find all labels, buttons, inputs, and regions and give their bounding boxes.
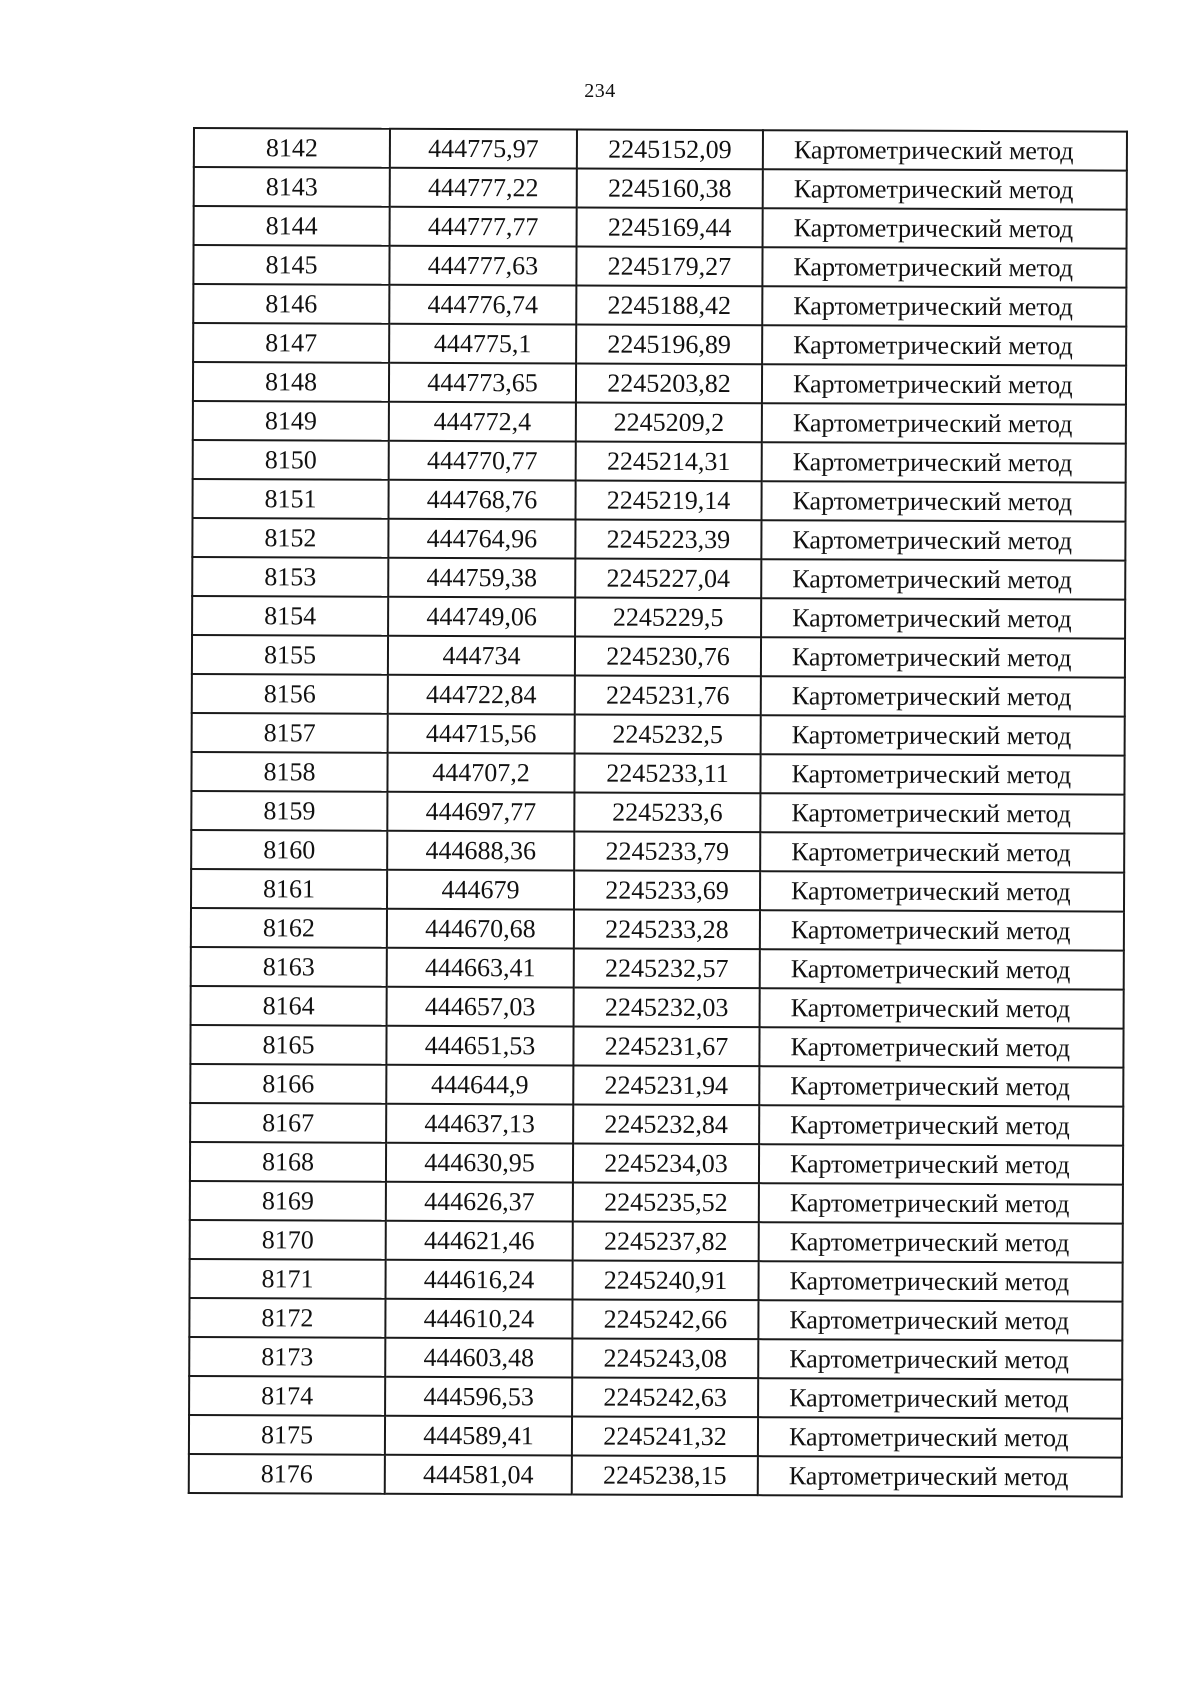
table-row <box>194 206 1127 249</box>
y-coordinate-cell: 2245227,04 <box>575 558 761 598</box>
y-coordinate-cell: 2245214,31 <box>576 441 762 481</box>
y-coordinate-cell: 2245241,32 <box>572 1416 758 1456</box>
x-coordinate-cell: 444770,77 <box>389 441 576 481</box>
point-number-cell: 8164 <box>191 986 387 1026</box>
point-number-cell: 8157 <box>192 713 388 753</box>
x-coordinate-cell: 444644,9 <box>386 1065 573 1105</box>
method-cell: Картометрический метод <box>758 1261 1122 1301</box>
table-row <box>192 479 1125 522</box>
method-cell: Картометрический метод <box>763 208 1127 248</box>
method-cell: Картометрический метод <box>760 871 1124 911</box>
y-coordinate-cell: 2245231,67 <box>573 1026 759 1066</box>
point-number-cell: 8163 <box>191 947 387 987</box>
y-coordinate-cell: 2245242,66 <box>572 1299 758 1339</box>
x-coordinate-cell: 444697,77 <box>387 792 574 832</box>
table-row <box>192 713 1125 756</box>
y-coordinate-cell: 2245233,69 <box>574 870 760 910</box>
method-cell: Картометрический метод <box>758 1378 1122 1418</box>
table-row <box>193 401 1126 444</box>
point-number-cell: 8160 <box>191 830 387 870</box>
x-coordinate-cell: 444707,2 <box>387 753 574 793</box>
point-number-cell: 8156 <box>192 674 388 714</box>
x-coordinate-cell: 444626,37 <box>386 1182 573 1222</box>
point-number-cell: 8167 <box>190 1103 386 1143</box>
y-coordinate-cell: 2245203,82 <box>576 363 762 403</box>
point-number-cell: 8158 <box>191 752 387 792</box>
table-row <box>193 440 1126 483</box>
point-number-cell: 8173 <box>189 1337 385 1377</box>
x-coordinate-cell: 444581,04 <box>385 1455 572 1495</box>
method-cell: Картометрический метод <box>759 1105 1123 1145</box>
point-number-cell: 8162 <box>191 908 387 948</box>
x-coordinate-cell: 444663,41 <box>387 948 574 988</box>
method-cell: Картометрический метод <box>758 1300 1122 1340</box>
table-row <box>189 1337 1122 1380</box>
y-coordinate-cell: 2245232,84 <box>573 1104 759 1144</box>
x-coordinate-cell: 444621,46 <box>386 1221 573 1261</box>
point-number-cell: 8151 <box>192 479 388 519</box>
method-cell: Картометрический метод <box>762 286 1126 326</box>
x-coordinate-cell: 444775,1 <box>389 324 576 364</box>
point-number-cell: 8176 <box>189 1454 385 1494</box>
method-cell: Картометрический метод <box>762 403 1126 443</box>
table-row <box>193 323 1126 366</box>
method-cell: Картометрический метод <box>758 1339 1122 1379</box>
point-number-cell: 8145 <box>193 245 389 285</box>
x-coordinate-cell: 444764,96 <box>388 519 575 559</box>
method-cell: Картометрический метод <box>759 1066 1123 1106</box>
table-row <box>189 1376 1122 1419</box>
table-row <box>190 1259 1123 1302</box>
point-number-cell: 8147 <box>193 323 389 363</box>
method-cell: Картометрический метод <box>761 715 1125 755</box>
method-cell: Картометрический метод <box>763 130 1127 170</box>
x-coordinate-cell: 444637,13 <box>386 1104 573 1144</box>
method-cell: Картометрический метод <box>759 1183 1123 1223</box>
point-number-cell: 8175 <box>189 1415 385 1455</box>
x-coordinate-cell: 444734 <box>388 636 575 676</box>
x-coordinate-cell: 444777,77 <box>390 207 577 247</box>
table-row <box>190 1142 1123 1185</box>
point-number-cell: 8161 <box>191 869 387 909</box>
point-number-cell: 8143 <box>194 167 390 207</box>
method-cell: Картометрический метод <box>762 247 1126 287</box>
x-coordinate-cell: 444775,97 <box>390 129 577 169</box>
method-cell: Картометрический метод <box>759 1222 1123 1262</box>
x-coordinate-cell: 444630,95 <box>386 1143 573 1183</box>
y-coordinate-cell: 2245209,2 <box>576 402 762 442</box>
x-coordinate-cell: 444651,53 <box>386 1026 573 1066</box>
method-cell: Картометрический метод <box>759 1027 1123 1067</box>
y-coordinate-cell: 2245233,28 <box>574 909 760 949</box>
y-coordinate-cell: 2245234,03 <box>573 1143 759 1183</box>
x-coordinate-cell: 444679 <box>387 870 574 910</box>
point-number-cell: 8155 <box>192 635 388 675</box>
point-number-cell: 8149 <box>193 401 389 441</box>
point-number-cell: 8169 <box>190 1181 386 1221</box>
table-row <box>191 986 1124 1029</box>
table-row <box>190 1064 1123 1107</box>
method-cell: Картометрический метод <box>760 832 1124 872</box>
method-cell: Картометрический метод <box>762 364 1126 404</box>
method-cell: Картометрический метод <box>761 676 1125 716</box>
method-cell: Картометрический метод <box>762 442 1126 482</box>
table-row <box>191 869 1124 912</box>
point-number-cell: 8142 <box>194 128 390 168</box>
table-row <box>191 947 1124 990</box>
point-number-cell: 8165 <box>190 1025 386 1065</box>
table-row <box>191 752 1124 795</box>
x-coordinate-cell: 444772,4 <box>389 402 576 442</box>
point-number-cell: 8174 <box>189 1376 385 1416</box>
y-coordinate-cell: 2245238,15 <box>572 1455 758 1495</box>
method-cell: Картометрический метод <box>761 520 1125 560</box>
point-number-cell: 8144 <box>194 206 390 246</box>
y-coordinate-cell: 2245237,82 <box>573 1221 759 1261</box>
method-cell: Картометрический метод <box>761 637 1125 677</box>
table-row <box>192 596 1125 639</box>
x-coordinate-cell: 444749,06 <box>388 597 575 637</box>
page-number: 234 <box>584 80 616 102</box>
table-row <box>191 908 1124 951</box>
y-coordinate-cell: 2245169,44 <box>577 207 763 247</box>
table-row <box>193 284 1126 327</box>
method-cell: Картометрический метод <box>760 988 1124 1028</box>
y-coordinate-cell: 2245223,39 <box>575 519 761 559</box>
x-coordinate-cell: 444610,24 <box>385 1299 572 1339</box>
x-coordinate-cell: 444670,68 <box>387 909 574 949</box>
y-coordinate-cell: 2245188,42 <box>576 285 762 325</box>
table-row <box>192 557 1125 600</box>
x-coordinate-cell: 444616,24 <box>386 1260 573 1300</box>
table-row <box>189 1298 1122 1341</box>
method-cell: Картометрический метод <box>760 754 1124 794</box>
table-row <box>190 1220 1123 1263</box>
table-row <box>194 128 1127 171</box>
y-coordinate-cell: 2245233,79 <box>574 831 760 871</box>
method-cell: Картометрический метод <box>761 598 1125 638</box>
table-row <box>190 1181 1123 1224</box>
point-number-cell: 8168 <box>190 1142 386 1182</box>
point-number-cell: 8152 <box>192 518 388 558</box>
method-cell: Картометрический метод <box>759 1144 1123 1184</box>
method-cell: Картометрический метод <box>762 325 1126 365</box>
y-coordinate-cell: 2245243,08 <box>572 1338 758 1378</box>
y-coordinate-cell: 2245232,5 <box>575 714 761 754</box>
point-number-cell: 8172 <box>189 1298 385 1338</box>
method-cell: Картометрический метод <box>758 1456 1122 1496</box>
y-coordinate-cell: 2245231,76 <box>575 675 761 715</box>
y-coordinate-cell: 2245232,57 <box>574 948 760 988</box>
y-coordinate-cell: 2245242,63 <box>572 1377 758 1417</box>
point-number-cell: 8146 <box>193 284 389 324</box>
y-coordinate-cell: 2245233,6 <box>574 792 760 832</box>
table-row <box>193 245 1126 288</box>
point-number-cell: 8153 <box>192 557 388 597</box>
coordinates-table-body <box>189 128 1127 1497</box>
table-row <box>192 518 1125 561</box>
x-coordinate-cell: 444777,63 <box>389 246 576 286</box>
y-coordinate-cell: 2245152,09 <box>577 129 763 169</box>
y-coordinate-cell: 2245229,5 <box>575 597 761 637</box>
x-coordinate-cell: 444777,22 <box>390 168 577 208</box>
x-coordinate-cell: 444722,84 <box>388 675 575 715</box>
y-coordinate-cell: 2245232,03 <box>574 987 760 1027</box>
method-cell: Картометрический метод <box>761 481 1125 521</box>
table-row <box>193 362 1126 405</box>
y-coordinate-cell: 2245230,76 <box>575 636 761 676</box>
x-coordinate-cell: 444768,76 <box>388 480 575 520</box>
x-coordinate-cell: 444596,53 <box>385 1377 572 1417</box>
method-cell: Картометрический метод <box>763 169 1127 209</box>
x-coordinate-cell: 444589,41 <box>385 1416 572 1456</box>
table-row <box>189 1454 1122 1497</box>
point-number-cell: 8170 <box>190 1220 386 1260</box>
table-row <box>189 1415 1122 1458</box>
x-coordinate-cell: 444657,03 <box>387 987 574 1027</box>
y-coordinate-cell: 2245233,11 <box>574 753 760 793</box>
x-coordinate-cell: 444603,48 <box>385 1338 572 1378</box>
table-row <box>190 1103 1123 1146</box>
table-row <box>191 791 1124 834</box>
x-coordinate-cell: 444776,74 <box>389 285 576 325</box>
point-number-cell: 8154 <box>192 596 388 636</box>
point-number-cell: 8150 <box>193 440 389 480</box>
x-coordinate-cell: 444688,36 <box>387 831 574 871</box>
y-coordinate-cell: 2245235,52 <box>573 1182 759 1222</box>
y-coordinate-cell: 2245240,91 <box>573 1260 759 1300</box>
method-cell: Картометрический метод <box>760 949 1124 989</box>
coordinates-table-container <box>188 127 1126 1498</box>
point-number-cell: 8166 <box>190 1064 386 1104</box>
x-coordinate-cell: 444715,56 <box>388 714 575 754</box>
method-cell: Картометрический метод <box>760 793 1124 833</box>
y-coordinate-cell: 2245231,94 <box>573 1065 759 1105</box>
table-row <box>191 830 1124 873</box>
coordinates-table <box>188 127 1128 1498</box>
point-number-cell: 8171 <box>190 1259 386 1299</box>
table-row <box>192 635 1125 678</box>
table-row <box>190 1025 1123 1068</box>
table-row <box>194 167 1127 210</box>
method-cell: Картометрический метод <box>760 910 1124 950</box>
y-coordinate-cell: 2245219,14 <box>575 480 761 520</box>
x-coordinate-cell: 444773,65 <box>389 363 576 403</box>
y-coordinate-cell: 2245196,89 <box>576 324 762 364</box>
table-row <box>192 674 1125 717</box>
method-cell: Картометрический метод <box>761 559 1125 599</box>
y-coordinate-cell: 2245179,27 <box>576 246 762 286</box>
x-coordinate-cell: 444759,38 <box>388 558 575 598</box>
point-number-cell: 8159 <box>191 791 387 831</box>
method-cell: Картометрический метод <box>758 1417 1122 1457</box>
point-number-cell: 8148 <box>193 362 389 402</box>
y-coordinate-cell: 2245160,38 <box>577 168 763 208</box>
